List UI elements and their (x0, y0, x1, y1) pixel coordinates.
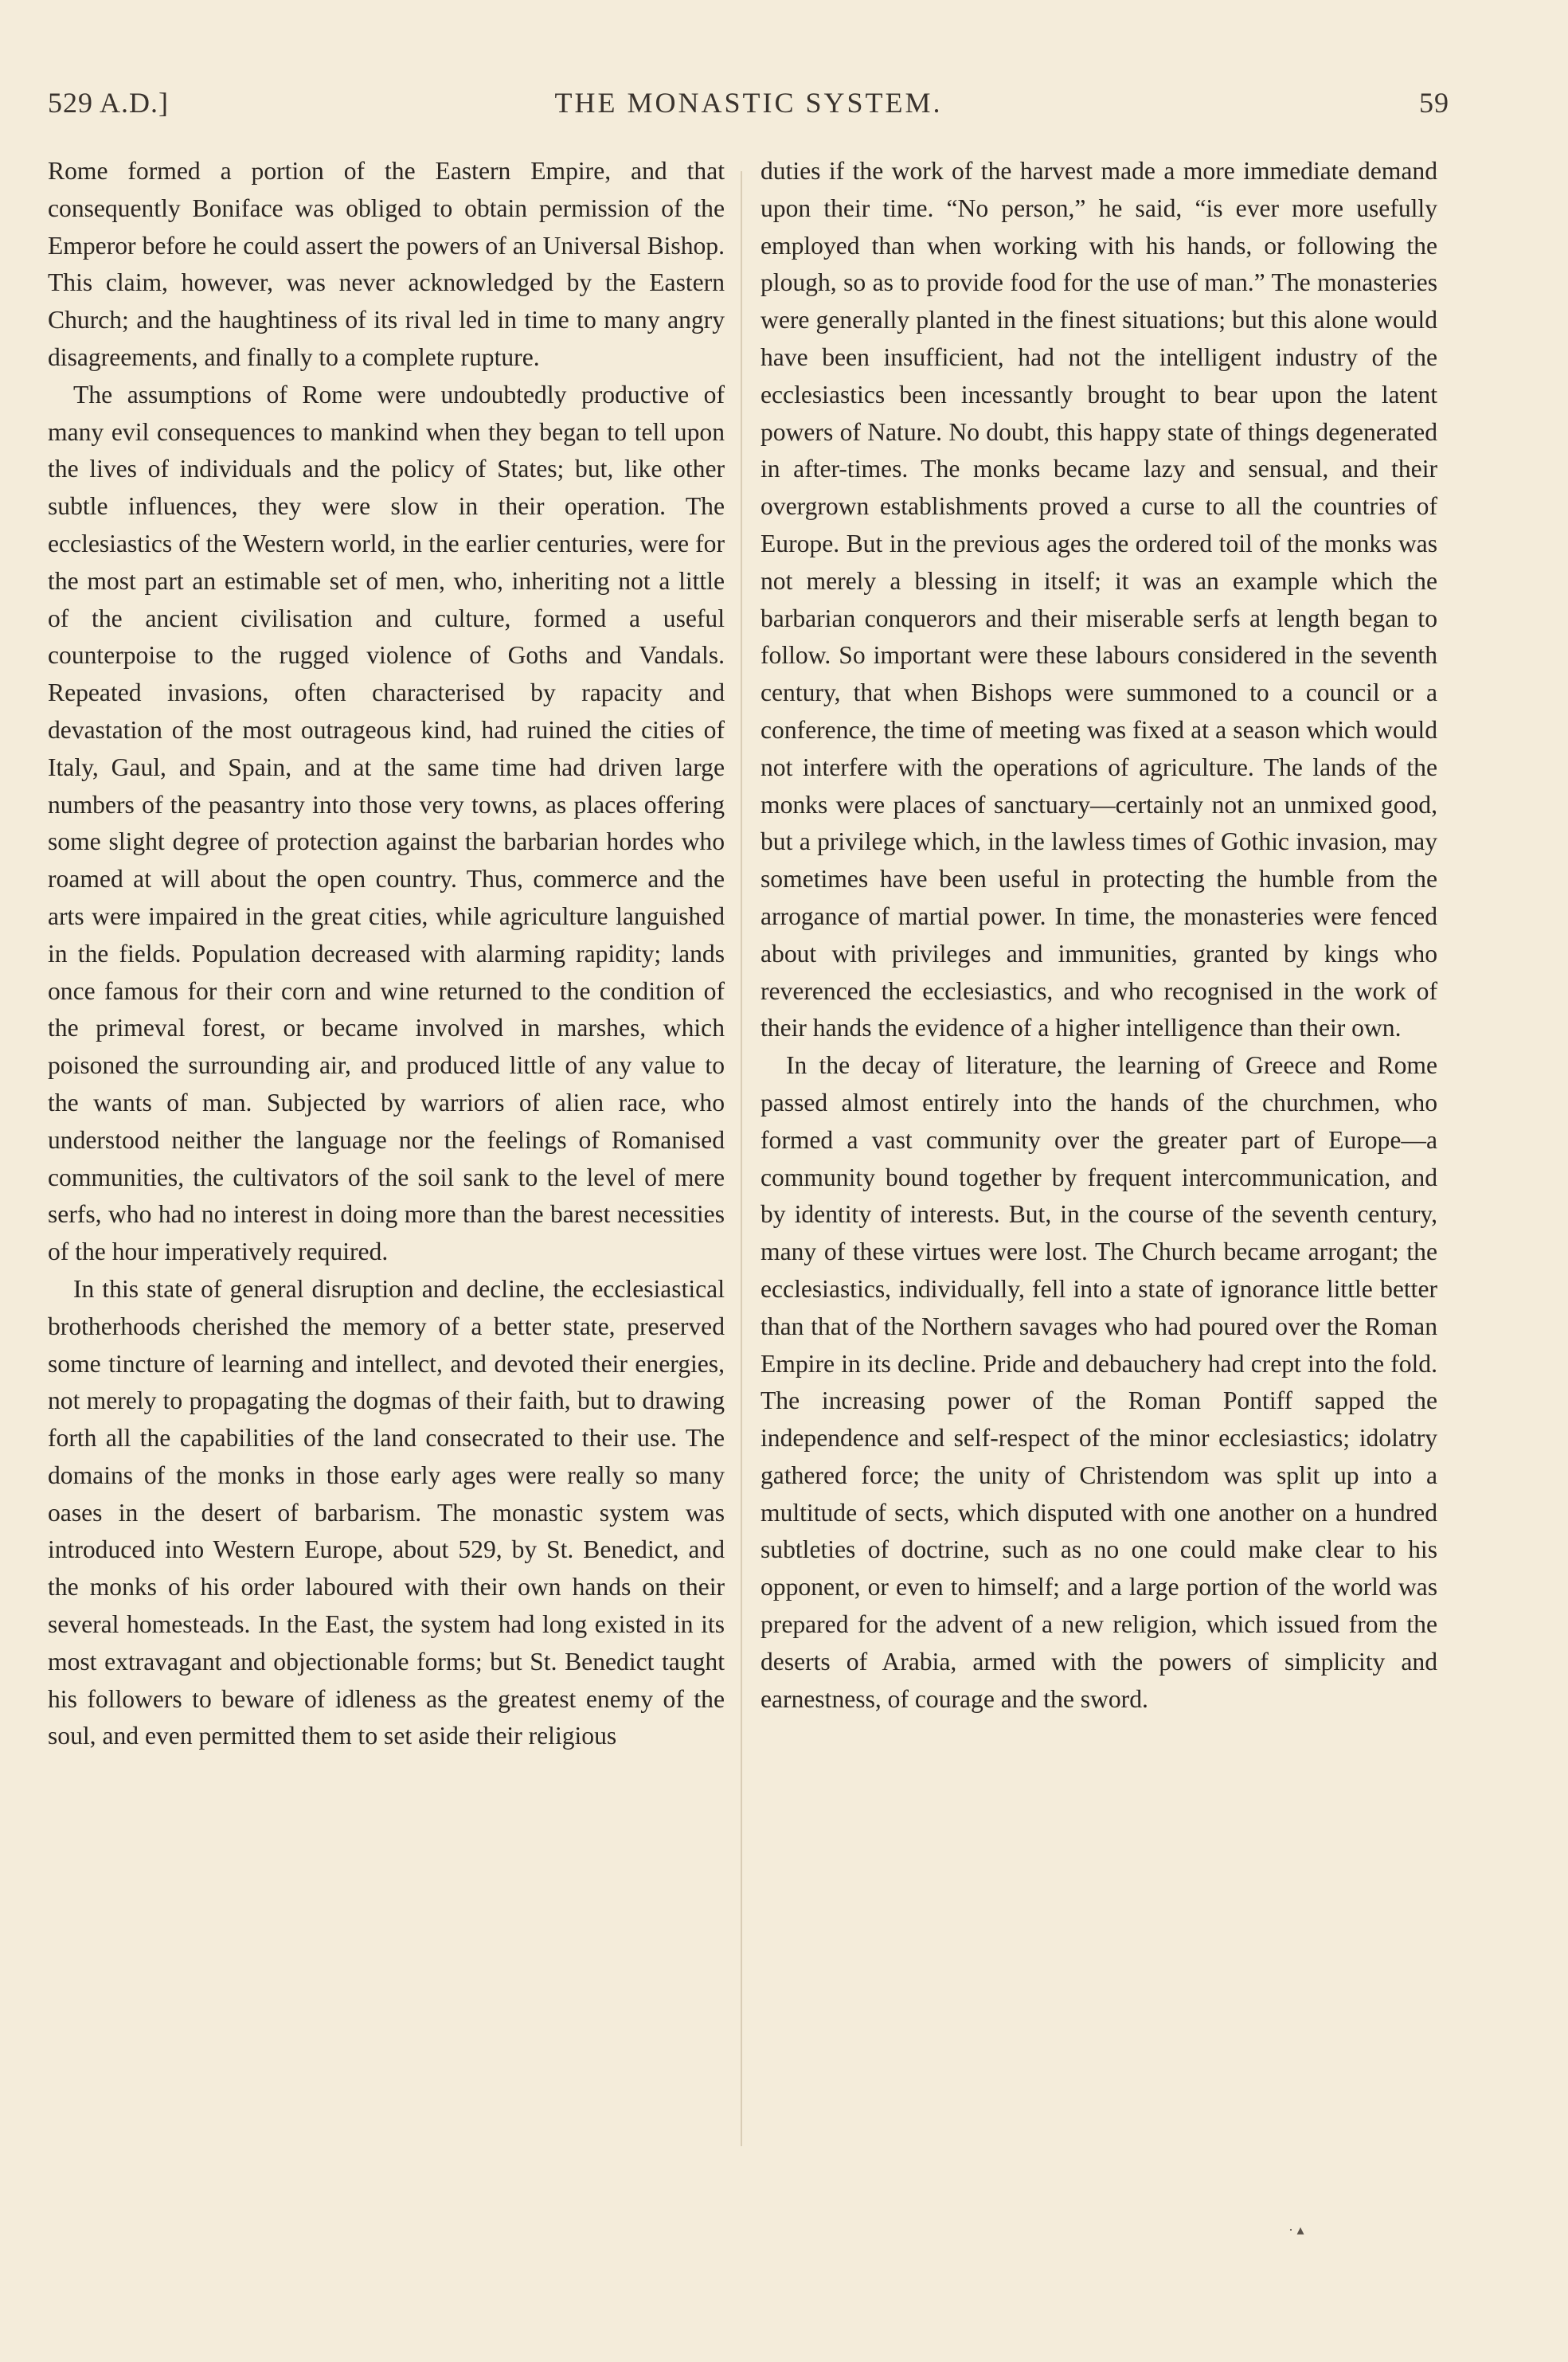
print-speck: · ▴ (1288, 2222, 1304, 2238)
paragraph: In the decay of literature, the learning of Greece and Rome passed almost entirely into the hands of the churchmen, who formed a vast community over the greater part of Europe—a community bound together by frequent intercommunication, and by identity of interests. But, in the course of the seventh century, many of these virtues were lost. The Church became arrogant; the ecclesiastics, individually, fell into a state of ignorance little better than that of the Northern savages who had poured over the Roman Empire in its decline. Pride and debauchery had crept into the fold. The increasing power of the Roman Pontiff sapped the independence and self-respect of the minor ecclesiastics; idolatry gathered force; the unity of Christendom was split up into a multitude of sects, which disputed with one another on a hundred subtleties of doctrine, such as no one could make clear to his opponent, or even to himself; and a large portion of the world was prepared for the advent of a new religion, which issued from the deserts of Arabia, armed with the powers of simplicity and earnestness, of courage and the sword. (761, 1051, 1437, 1713)
paragraph: The assumptions of Rome were undoubtedly productive of many evil consequences to mankind when they began to tell upon the lives of individuals and the policy of States; but, like other subtle influences, they were slow in their operation. The ecclesiastics of the Western world, in the earlier centuries, were for the most part an estimable set of men, who, inheriting not a little of the ancient civilisation and culture, formed a useful counterpoise to the rugged violence of Goths and Vandals. Repeated invasions, often characterised by rapacity and devastation of the most outrageous kind, had ruined the cities of Italy, Gaul, and Spain, and at the same time had driven large numbers of the peasantry into those very towns, as places offering some slight degree of protection against the barbarian hordes who roamed at will about the open country. Thus, commerce and the arts were impaired in the great cities, while agriculture languished in the fields. Population decreased with alarming rapidity; lands once famous for their corn and wine returned to the condition of the primeval forest, or became involved in marshes, which poisoned the surrounding air, and produced little of any value to the wants of man. Subjected by warriors of alien race, who understood neither the language nor the feelings of Romanised communities, the cultivators of the soil sank to the level of mere serfs, who had no interest in doing more than the barest necessities of the hour imperatively required. (48, 380, 725, 1266)
column-divider (741, 171, 742, 2146)
left-column (48, 153, 725, 1755)
running-head (48, 86, 1449, 126)
paragraph: In this state of general disruption and decline, the ecclesiastical brotherhoods cherished the memory of a better state, preserved some tincture of learning and intellect, and devoted their energies, not merely to propagating the dogmas of their faith, but to drawing forth all the capabilities of the land consecrated to their use. The domains of the monks in those early ages were really so many oases in the desert of barbarism. The monastic system was introduced into Western Europe, about 529, by St. Benedict, and the monks of his order laboured with their own hands on their several homesteads. In the East, the system had long existed in its most extravagant and objectionable forms; but St. Benedict taught his followers to beware of idleness as the greatest enemy of the soul, and even permitted them to set aside their religious (48, 1274, 725, 1750)
date-marker: 529 A.D.] (48, 87, 169, 119)
chapter-title: THE MONASTIC SYSTEM. (554, 87, 943, 119)
paragraph: duties if the work of the harvest made a more immediate demand upon their time. “No person,” he said, “is ever more usefully employed than when working with his hands, or following the plough, so as to provide food for the use of man.” The monasteries were generally planted in the finest situations; but this alone would have been insufficient, had not the intelligent industry of the ecclesiastics been incessantly brought to bear upon the latent powers of Nature. No doubt, this happy state of things degenerated in after-times. The monks became lazy and sensual, and their overgrown establishments proved a curse to all the countries of Europe. But in the previous ages the ordered toil of the monks was not merely a blessing in itself; it was an example which the barbarian conquerors and their miserable serfs at length began to follow. So important were these labours considered in the seventh century, that when Bishops were summoned to a council or a conference, the time of meeting was fixed at a season which would not interfere with the operations of agriculture. The lands of the monks were places of sanctuary—certainly not an unmixed good, but a privilege which, in the lawless times of Gothic invasion, may sometimes have been useful in protecting the humble from the arrogance of martial power. In time, the monasteries were fenced about with privileges and immunities, granted by kings who reverenced the ecclesiastics, and who recognised in the work of their hands the evidence of a higher intelligence than their own. (761, 157, 1437, 1042)
right-column (761, 153, 1437, 1718)
page-number: 59 (1419, 87, 1449, 119)
paragraph: Rome formed a portion of the Eastern Empire, and that consequently Boniface was obliged to obtain permission of the Emperor before he could assert the powers of an Universal Bishop. This claim, however, was never acknowledged by the Eastern Church; and the haughtiness of its rival led in time to many angry disagreements, and finally to a complete rupture. (48, 157, 725, 371)
